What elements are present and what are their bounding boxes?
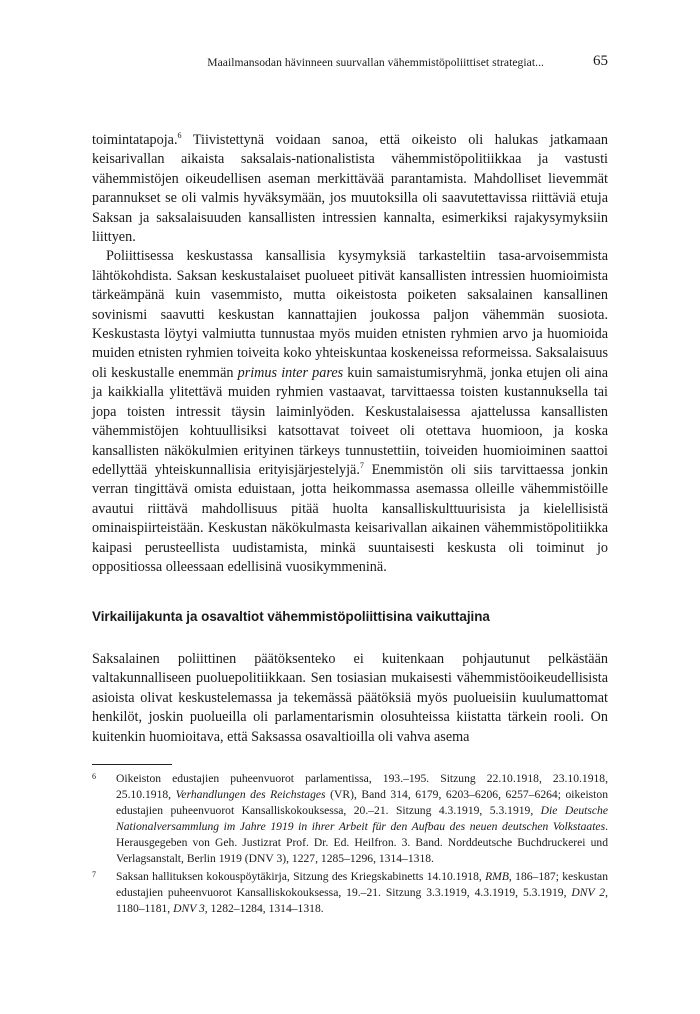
footnote-7: [92, 869, 608, 917]
italic-text: primus inter pares: [237, 364, 344, 381]
text-run: Tiivistettynä voidaan sanoa, että oikeisto oli halukas jatkamaan keisarivallan aikaista saksalais-nationalistista vähemmistöpolitiikkaa ja vastusti vähemmistöjen oikeudellisen aseman merkittävää parantamista. Mahdolliset lievemmät parannukset se oli valmis hyväksymään, jos muutoksilla oli saavutettavissa riittäviä etuja Saksan ja saksalaisuuden kansallisten intressien kannalta, esimerkiksi rajakysymyksiin liittyen.: [92, 132, 608, 246]
page-number: 65: [593, 53, 608, 69]
text-run: Saksalainen poliittinen päätöksenteko ei kuitenkaan pohjautunut pelkästään valtakunnalliseen puoluepolitiikkaan. Sen tosiasian mukaisesti vähemmistöoikeudellisista asioista olivat keskustelemassa ja tekemässä päätöksiä myös puolueisiin kuulumattomat henkilöt, joskin puolueilla oli parlamentarismin olosuhteissa kiistatta tärkein rooli. On kuitenkin huomioitava, että Saksassa osavaltioilla oli vahva asema: [92, 651, 608, 745]
text-run: kuin samaistumisryhmä, jonka etujen oli aina ja kaikkialla ylitettävä muiden ryhmien vastaavat, tarvittaessa toisten kustannuksella tai jopa toisten intressit täysin laiminlyöden. Keskustalaisessa ajattelussa kansallisten vähemmistöjen kohtuullisiksi katsottavat toiveet oli otettava huomioon, ja koska kansallisten näkökulmien erityinen tärkeys tunnustettiin, toiveiden huomioiminen saattoi edellyttää yhteiskunnallisia erityisjärjestelyjä.: [92, 364, 608, 478]
italic-text: Verhandlungen des Reichstages: [175, 787, 326, 801]
italic-text: RMB: [485, 870, 509, 884]
paragraph: [92, 131, 608, 247]
text-run: toimintatapoja.: [92, 132, 178, 148]
paragraph: [92, 650, 608, 747]
text-run: Poliittisessa keskustassa kansallisia kysymyksiä tarkasteltiin tasa-arvoisemmista lähtökohdista. Saksan keskustalaiset puolueet pitivät kansallisten intressien huomioimista tärkeämpänä kuin vasemmisto, mutta oikeistosta poiketen saksalainen kansallinen sovinismi saavutti keskustan kannattajien joukossa paljon vähemmän suosiota. Keskustasta löytyi valmiutta tunnustaa myös muiden etnisten ryhmien arvo ja huomioida muiden etnisten ryhmien toiveita koko yhteiskuntaa koskeneissa reformeissa. Saksalaisuus oli keskustalle enemmän: [92, 248, 608, 381]
running-head: [92, 52, 608, 74]
footnote-text: [116, 870, 608, 915]
section-heading: Virkailijakunta ja osavaltiot vähemmistöpoliittisina vaikuttajina: [92, 609, 490, 624]
text-run: Enemmistön oli siis tarvittaessa jonkin verran tingittävä omista eduistaan, jotta heikommassa asemassa olleille vähemmistöille avautui riittävä mahdollisuus pitää huolta kansalliskulttuurisista ja kielellisistä ominaispiirteistään. Keskustan näkökulmasta keisarivallan aikainen vähemmistöpolitiikka kaipasi perusteellista uudistamista, minkä suuntaisesti keskusta oli toiminut jo oppositiossa olleessaan edellisinä vuosikymmeninä.: [92, 461, 608, 575]
running-title: Maailmansodan hävinneen suurvallan vähemmistöpoliittiset strategiat...: [207, 56, 544, 69]
text-run: , 186–187; keskustan edustajien puheenvuorot Kansalliskokouksessa, 19.–21. Sitzung 3.3.1919, 4.3.1919, 5.3.1919,: [116, 870, 608, 900]
footnote-reference: 7: [359, 460, 364, 470]
text-run: Oikeiston edustajien puheenvuorot parlamentissa, 193.–195. Sitzung 22.10.1918, 23.10.1918, 25.10.1918,: [116, 772, 608, 801]
text-run: Saksan hallituksen kokouspöytäkirja, Sitzung des Kriegskabinetts 14.10.1918,: [116, 870, 486, 884]
footnotes: [92, 771, 608, 920]
footnote-rule: [92, 764, 172, 765]
body-text: [92, 131, 608, 577]
italic-text: DNV 2: [571, 886, 606, 900]
italic-text: DNV 3: [173, 902, 205, 916]
footnote-number: 6: [92, 772, 96, 781]
text-run: , 1282–1284, 1314–1318.: [204, 902, 324, 916]
footnote-text: [116, 772, 608, 865]
italic-text: Die Deutsche Nationalversammlung im Jahre 1919 in ihrer Arbeit für den Aufbau des neuen deutschen Volkstaates: [116, 803, 608, 833]
text-run: (VR), Band 314, 6179, 6203–6206, 6257–6264; oikeiston edustajien puheenvuorot Kansalliskokouksessa, 20.–21. Sitzung 4.3.1919, 5.3.1919,: [116, 787, 608, 817]
text-run: . Herausgegeben von Geh. Justizrat Prof. Dr. Ed. Heilfron. 3. Band. Norddeutsche Buchdruckerei und Verlagsanstalt, Berlin 1919 (DNV 3), 1227, 1285–1296, 1314–1318.: [116, 819, 608, 865]
footnote-reference: 6: [177, 131, 182, 140]
footnote-6: [92, 771, 608, 866]
footnote-number: 7: [92, 870, 96, 880]
text-run: , 1180–1181,: [116, 886, 608, 916]
body-text-section: [92, 650, 608, 747]
paragraph: [92, 247, 608, 577]
